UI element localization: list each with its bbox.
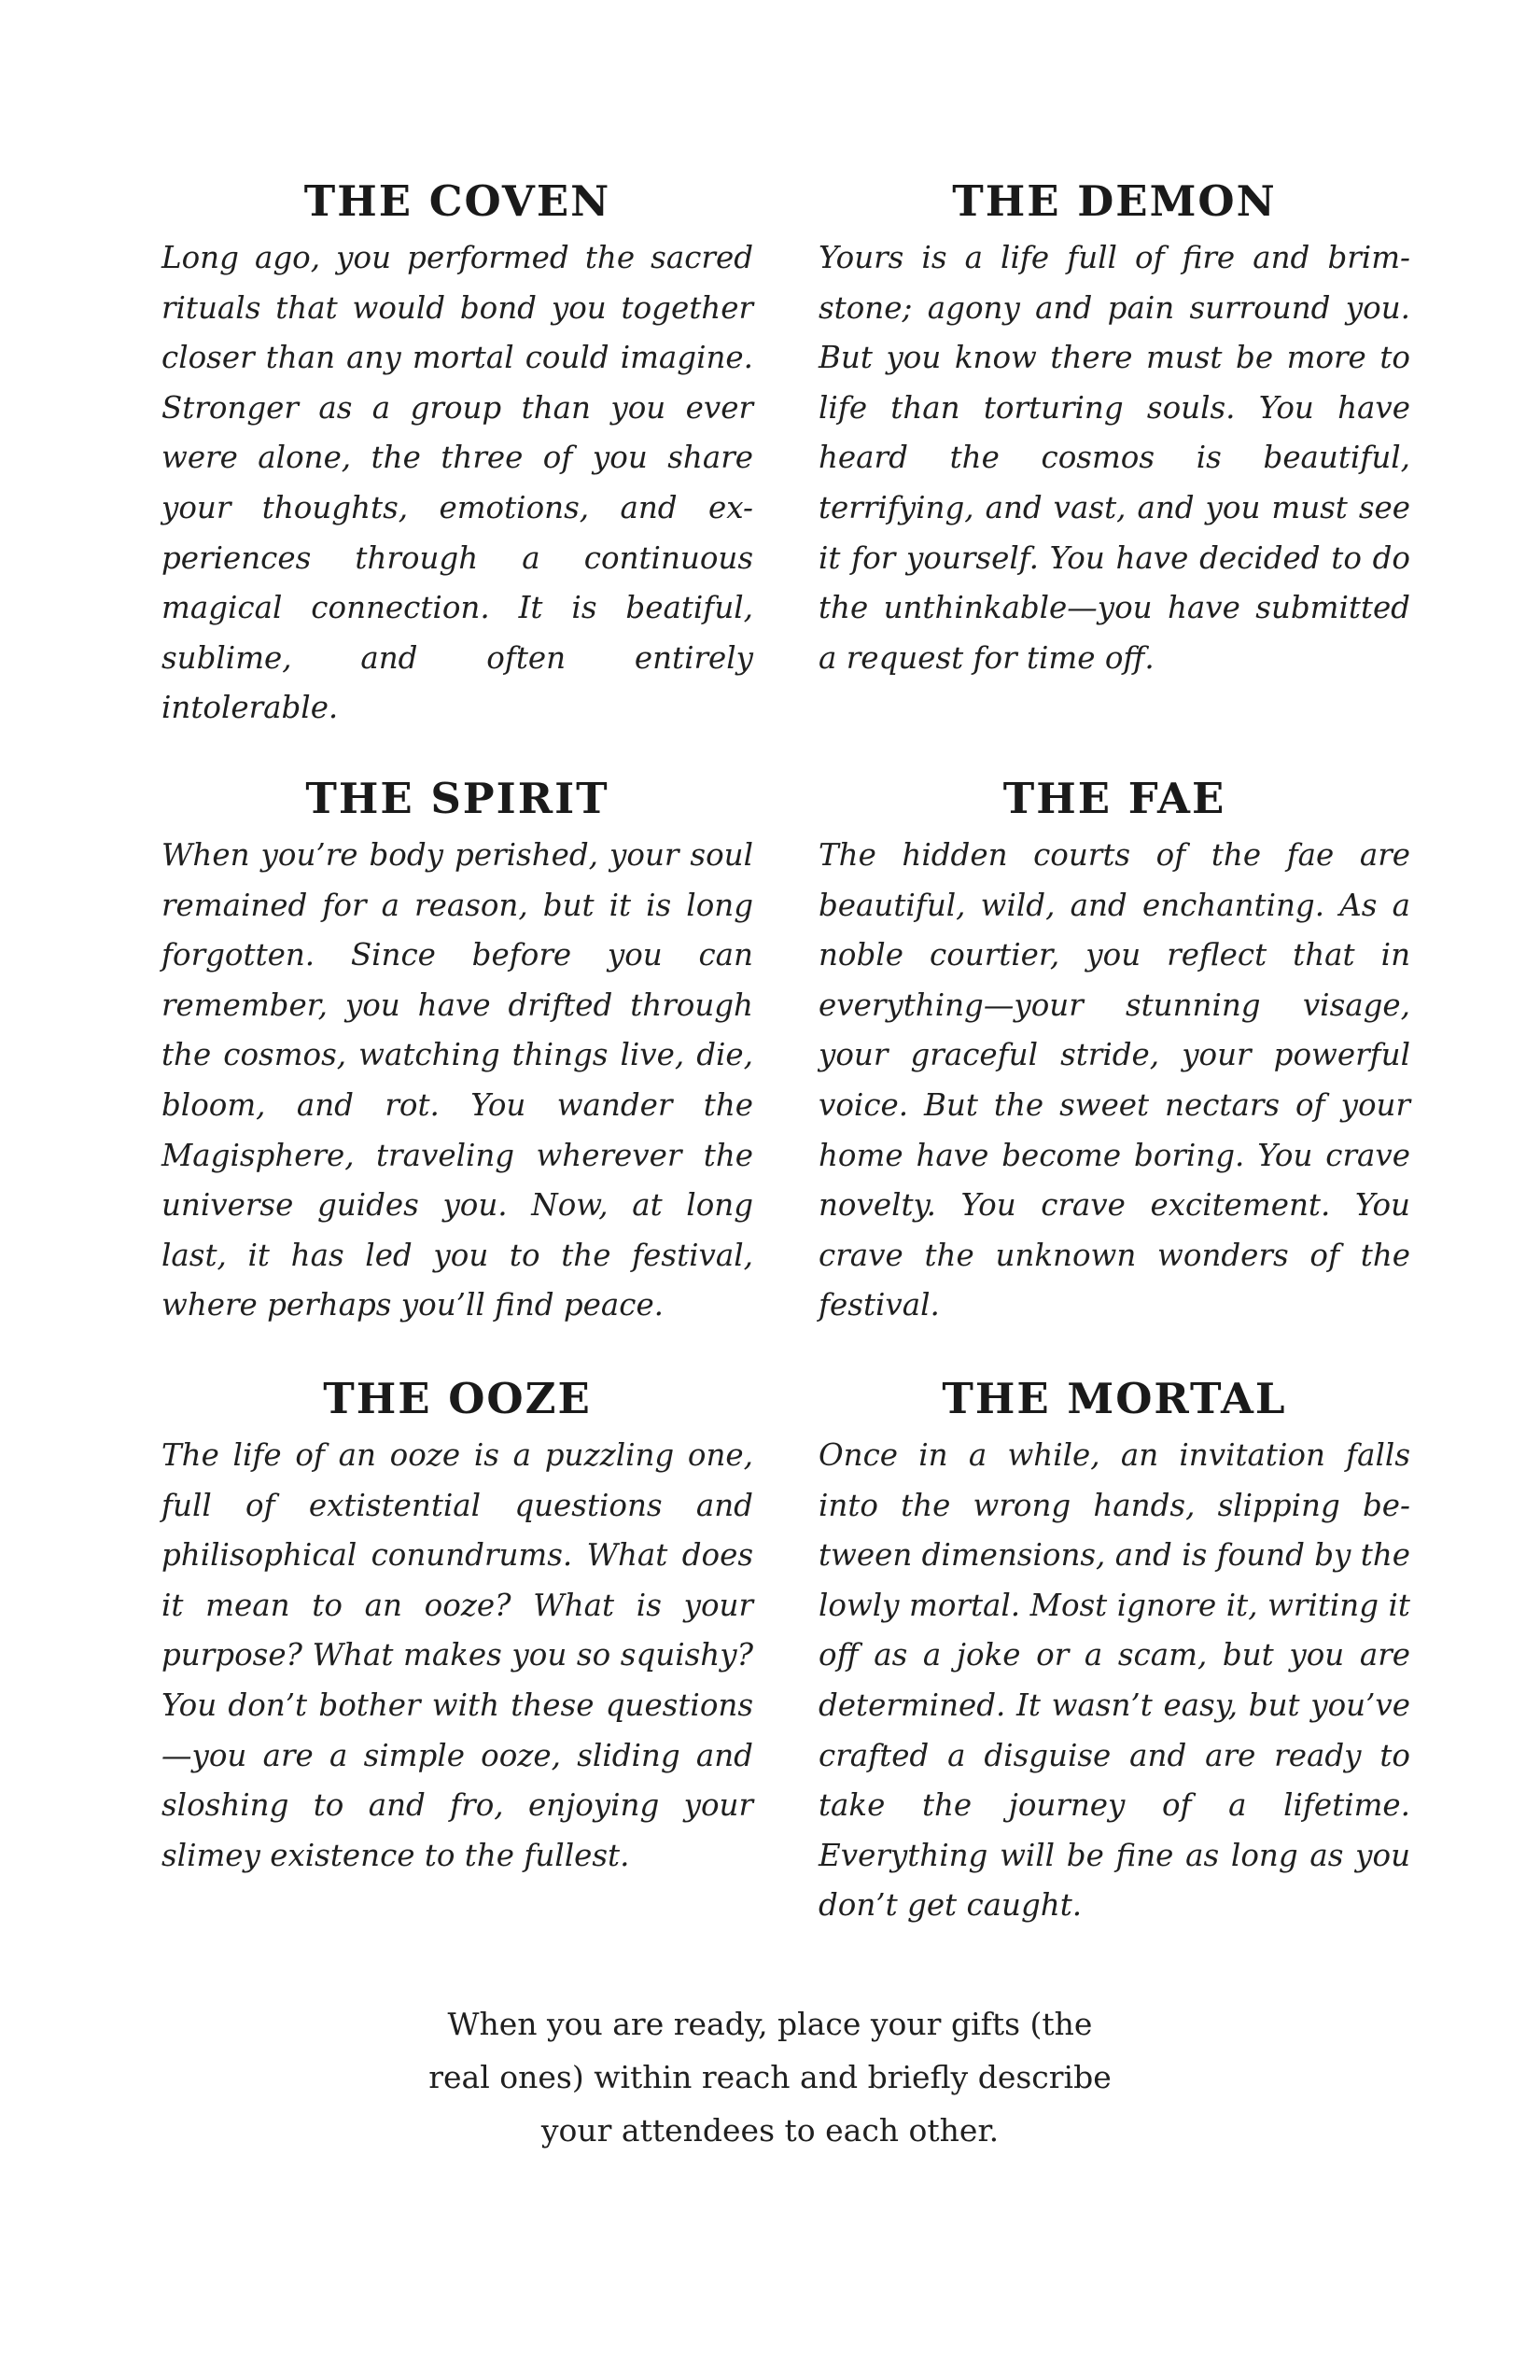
section-text: The hidden courts of the fae are beautiful, wild, and enchanting. As a noble courtier, you reflect that in everything—your stunning visage, your graceful stride, your powerful voice. But the sweet nectars of your home have become boring. You crave novelty. You crave excitement. You crave the unknown wonders of the festival. bbox=[819, 837, 1410, 1323]
section-text: The life of an ooze is a puzzling one, full of extistential questions and philisophical conundrums. What does it mean to an ooze? What is your purpose? What makes you so squishy? You don’t bother with these questions—you are a simple ooze, sliding and sloshing to and fro, enjoying your slimey existence to the fullest. bbox=[161, 1437, 753, 1873]
section-text: Once in a while, an invitation falls into the wrong hands, slipping between dimensions, and is found by the lowly mortal. Most ignore it, writing it off as a joke or a scam, but you are determined. It wasn’t easy, but you’ve crafted a disguise and are ready to take the journey of a lifetime. Everything will be fine as long as you don’t get caught. bbox=[819, 1437, 1410, 1924]
section-demon bbox=[819, 170, 1410, 683]
section-title: THE SPIRIT bbox=[305, 774, 609, 823]
section-title: THE FAE bbox=[1002, 774, 1226, 823]
section-title: THE COVEN bbox=[303, 176, 611, 226]
section-mortal bbox=[819, 1367, 1410, 1931]
closing-line-1: When you are ready, place your gifts (the bbox=[447, 2006, 1093, 2042]
section-spirit bbox=[161, 767, 753, 1331]
closing-line-2: real ones) within reach and briefly describe bbox=[428, 2059, 1112, 2095]
section-text: When you’re body perished, your soul remained for a reason, but it is long forgotten. Since before you can remember, you have drifted through the cosmos, watching things live, die, bloom, and rot. You wander the Magisphere, traveling wherever the universe guides you. Now, at long last, it has led you to the festival, where perhaps you’ll find peace. bbox=[161, 837, 753, 1323]
section-title: THE MORTAL bbox=[942, 1374, 1287, 1423]
section-title: THE OOZE bbox=[323, 1374, 592, 1423]
section-ooze bbox=[161, 1367, 753, 1881]
section-fae bbox=[819, 767, 1410, 1331]
section-text: Long ago, you performed the sacred rituals that would bond you together closer than any mortal could imagine. Stronger as a group than you ever were alone, the three of you share your thoughts, emotions, and ex-periences through a continuous magical connection. It is beatiful, sublime, and often entirely intolerable. bbox=[161, 240, 753, 726]
section-text: Yours is a life full of fire and brimstone; agony and pain surround you. But you know there must be more to life than torturing souls. You have heard the cosmos is beautiful, terrifying, and vast, and you must see it for yourself. You have decided to do the unthinkable—you have submitted a request for time off. bbox=[819, 240, 1410, 676]
closing-instructions bbox=[280, 1997, 1260, 2157]
section-coven bbox=[161, 170, 753, 734]
closing-line-3: your attendees to each other. bbox=[540, 2112, 1000, 2149]
section-title: THE DEMON bbox=[952, 176, 1277, 226]
